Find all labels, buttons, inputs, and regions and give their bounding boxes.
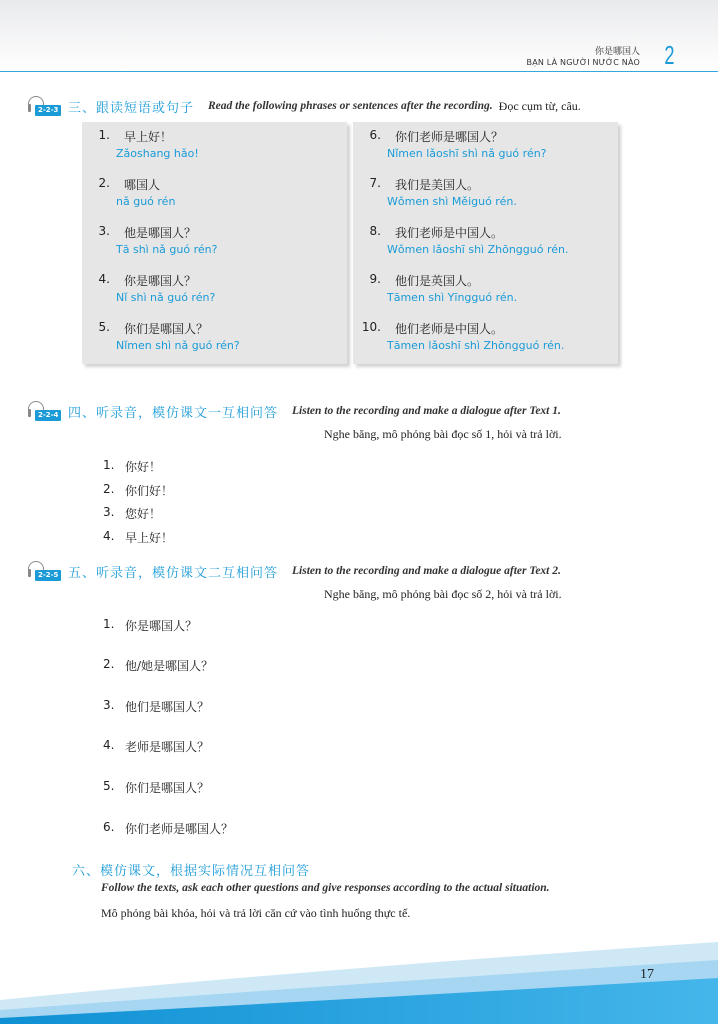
list-text: 你好！ (125, 460, 162, 474)
list-number: 3. (103, 698, 115, 712)
list-number: 6. (103, 820, 115, 834)
phrase-chinese: 他是哪国人？ (124, 226, 197, 240)
phrase-chinese: 你们老师是哪国人？ (395, 130, 504, 144)
phrase-item (82, 128, 347, 176)
list-text: 老师是哪国人？ (125, 740, 210, 754)
phrase-pinyin: Tā shì nǎ guó rén? (116, 243, 218, 256)
list-number: 3. (103, 505, 115, 519)
phrase-chinese: 我们是美国人。 (395, 178, 480, 192)
phrase-item (353, 128, 618, 176)
list-number: 4. (103, 738, 115, 752)
phrase-chinese: 你们是哪国人？ (124, 322, 209, 336)
phrase-item (82, 272, 347, 320)
phrase-item (82, 320, 347, 368)
phrase-chinese: 早上好！ (124, 130, 173, 144)
phrase-pinyin: Nǐmen shì nǎ guó rén? (116, 339, 240, 352)
phrase-number: 10. (361, 320, 381, 334)
chapter-title-vi: BẠN LÀ NGƯỜI NƯỚC NÀO (526, 58, 640, 67)
list-number: 1. (103, 617, 115, 631)
footer-wave (0, 930, 718, 1024)
section-4-title-cn: 四、听录音，模仿课文一互相问答 (68, 405, 279, 421)
list-text: 你们好！ (125, 484, 174, 498)
section-6-title-en: Follow the texts, ask each other questions and give responses according to the actual situation. (101, 882, 550, 894)
section-6-title-cn: 六、模仿课文，根据实际情况互相问答 (72, 864, 311, 879)
headphone-audio-icon[interactable] (28, 401, 66, 421)
list-text: 你们老师是哪国人？ (125, 822, 234, 836)
phrase-number: 4. (98, 272, 110, 286)
phrase-pinyin: Wǒmen shì Měiguó rén. (387, 195, 517, 208)
phrase-pinyin: Tāmen shì Yīngguó rén. (387, 291, 518, 304)
section-5-title-vi: Nghe băng, mô phỏng bài đọc số 2, hỏi và trả lời. (324, 587, 562, 601)
list-text: 他们是哪国人？ (125, 700, 210, 714)
section-6-title-vi: Mô phỏng bài khóa, hỏi và trả lời căn cứ vào tình huống thực tế. (101, 906, 411, 920)
phrase-chinese: 我们老师是中国人。 (395, 226, 504, 240)
phrase-chinese: 他们是英国人。 (395, 274, 480, 288)
list-text: 早上好！ (125, 531, 174, 545)
phrase-pinyin: nǎ guó rén (116, 195, 176, 208)
list-number: 1. (103, 458, 115, 472)
phrase-chinese: 你是哪国人？ (124, 274, 197, 288)
section-5-title-en: Listen to the recording and make a dialogue after Text 2. (292, 565, 561, 577)
headphone-audio-icon[interactable] (28, 561, 66, 581)
phrase-number: 1. (98, 128, 110, 142)
list-text: 您好！ (125, 507, 162, 521)
phrase-pinyin: Wǒmen lǎoshī shì Zhōngguó rén. (387, 243, 569, 256)
section-3-title-cn: 三、跟读短语或句子 (68, 100, 195, 116)
section-4-title-vi: Nghe băng, mô phỏng bài đọc số 1, hỏi và trả lời. (324, 427, 562, 441)
audio-track-badge: 2-2-5 (35, 570, 61, 581)
phrase-pinyin: Nǐmen lǎoshī shì nǎ guó rén? (387, 147, 547, 160)
phrase-pinyin: Zǎoshang hǎo! (116, 147, 199, 160)
audio-track-badge: 2-2-4 (35, 410, 61, 421)
phrase-box (82, 122, 618, 364)
phrase-number: 5. (98, 320, 110, 334)
list-number: 4. (103, 529, 115, 543)
audio-track-badge: 2-2-3 (35, 105, 61, 116)
headphone-audio-icon[interactable] (28, 96, 66, 116)
list-number: 5. (103, 779, 115, 793)
phrase-chinese: 哪国人 (124, 178, 161, 192)
section-4-heading (28, 401, 561, 421)
phrase-column-left (82, 122, 347, 364)
section-3-heading (28, 96, 581, 116)
list-text: 他/她是哪国人？ (125, 659, 214, 673)
section-3-title-vi: Đọc cụm từ, câu. (498, 98, 581, 113)
section-5-heading (28, 561, 561, 581)
phrase-item (353, 272, 618, 320)
phrase-chinese: 他们老师是中国人。 (395, 322, 504, 336)
page-number: 17 (640, 967, 654, 982)
phrase-number: 9. (369, 272, 381, 286)
list-text: 你们是哪国人？ (125, 781, 210, 795)
phrase-number: 7. (369, 176, 381, 190)
list-number: 2. (103, 482, 115, 496)
phrase-pinyin: Nǐ shì nǎ guó rén? (116, 291, 216, 304)
chapter-title-cn: 你是哪国人 (594, 47, 640, 57)
phrase-number: 8. (369, 224, 381, 238)
phrase-item (353, 320, 618, 368)
chapter-number: 2 (663, 40, 674, 70)
phrase-pinyin: Tāmen lǎoshī shì Zhōngguó rén. (387, 339, 565, 352)
section-3-title-en: Read the following phrases or sentences after the recording. (208, 100, 493, 112)
header-rule (0, 71, 718, 72)
phrase-column-right (353, 122, 618, 364)
phrase-number: 3. (98, 224, 110, 238)
phrase-item (82, 176, 347, 224)
phrase-item (82, 224, 347, 272)
section-4-title-en: Listen to the recording and make a dialogue after Text 1. (292, 405, 561, 417)
list-number: 2. (103, 657, 115, 671)
section-5-title-cn: 五、听录音，模仿课文二互相问答 (68, 565, 279, 581)
phrase-number: 2. (98, 176, 110, 190)
list-text: 你是哪国人？ (125, 619, 198, 633)
phrase-number: 6. (369, 128, 381, 142)
phrase-item (353, 224, 618, 272)
phrase-item (353, 176, 618, 224)
